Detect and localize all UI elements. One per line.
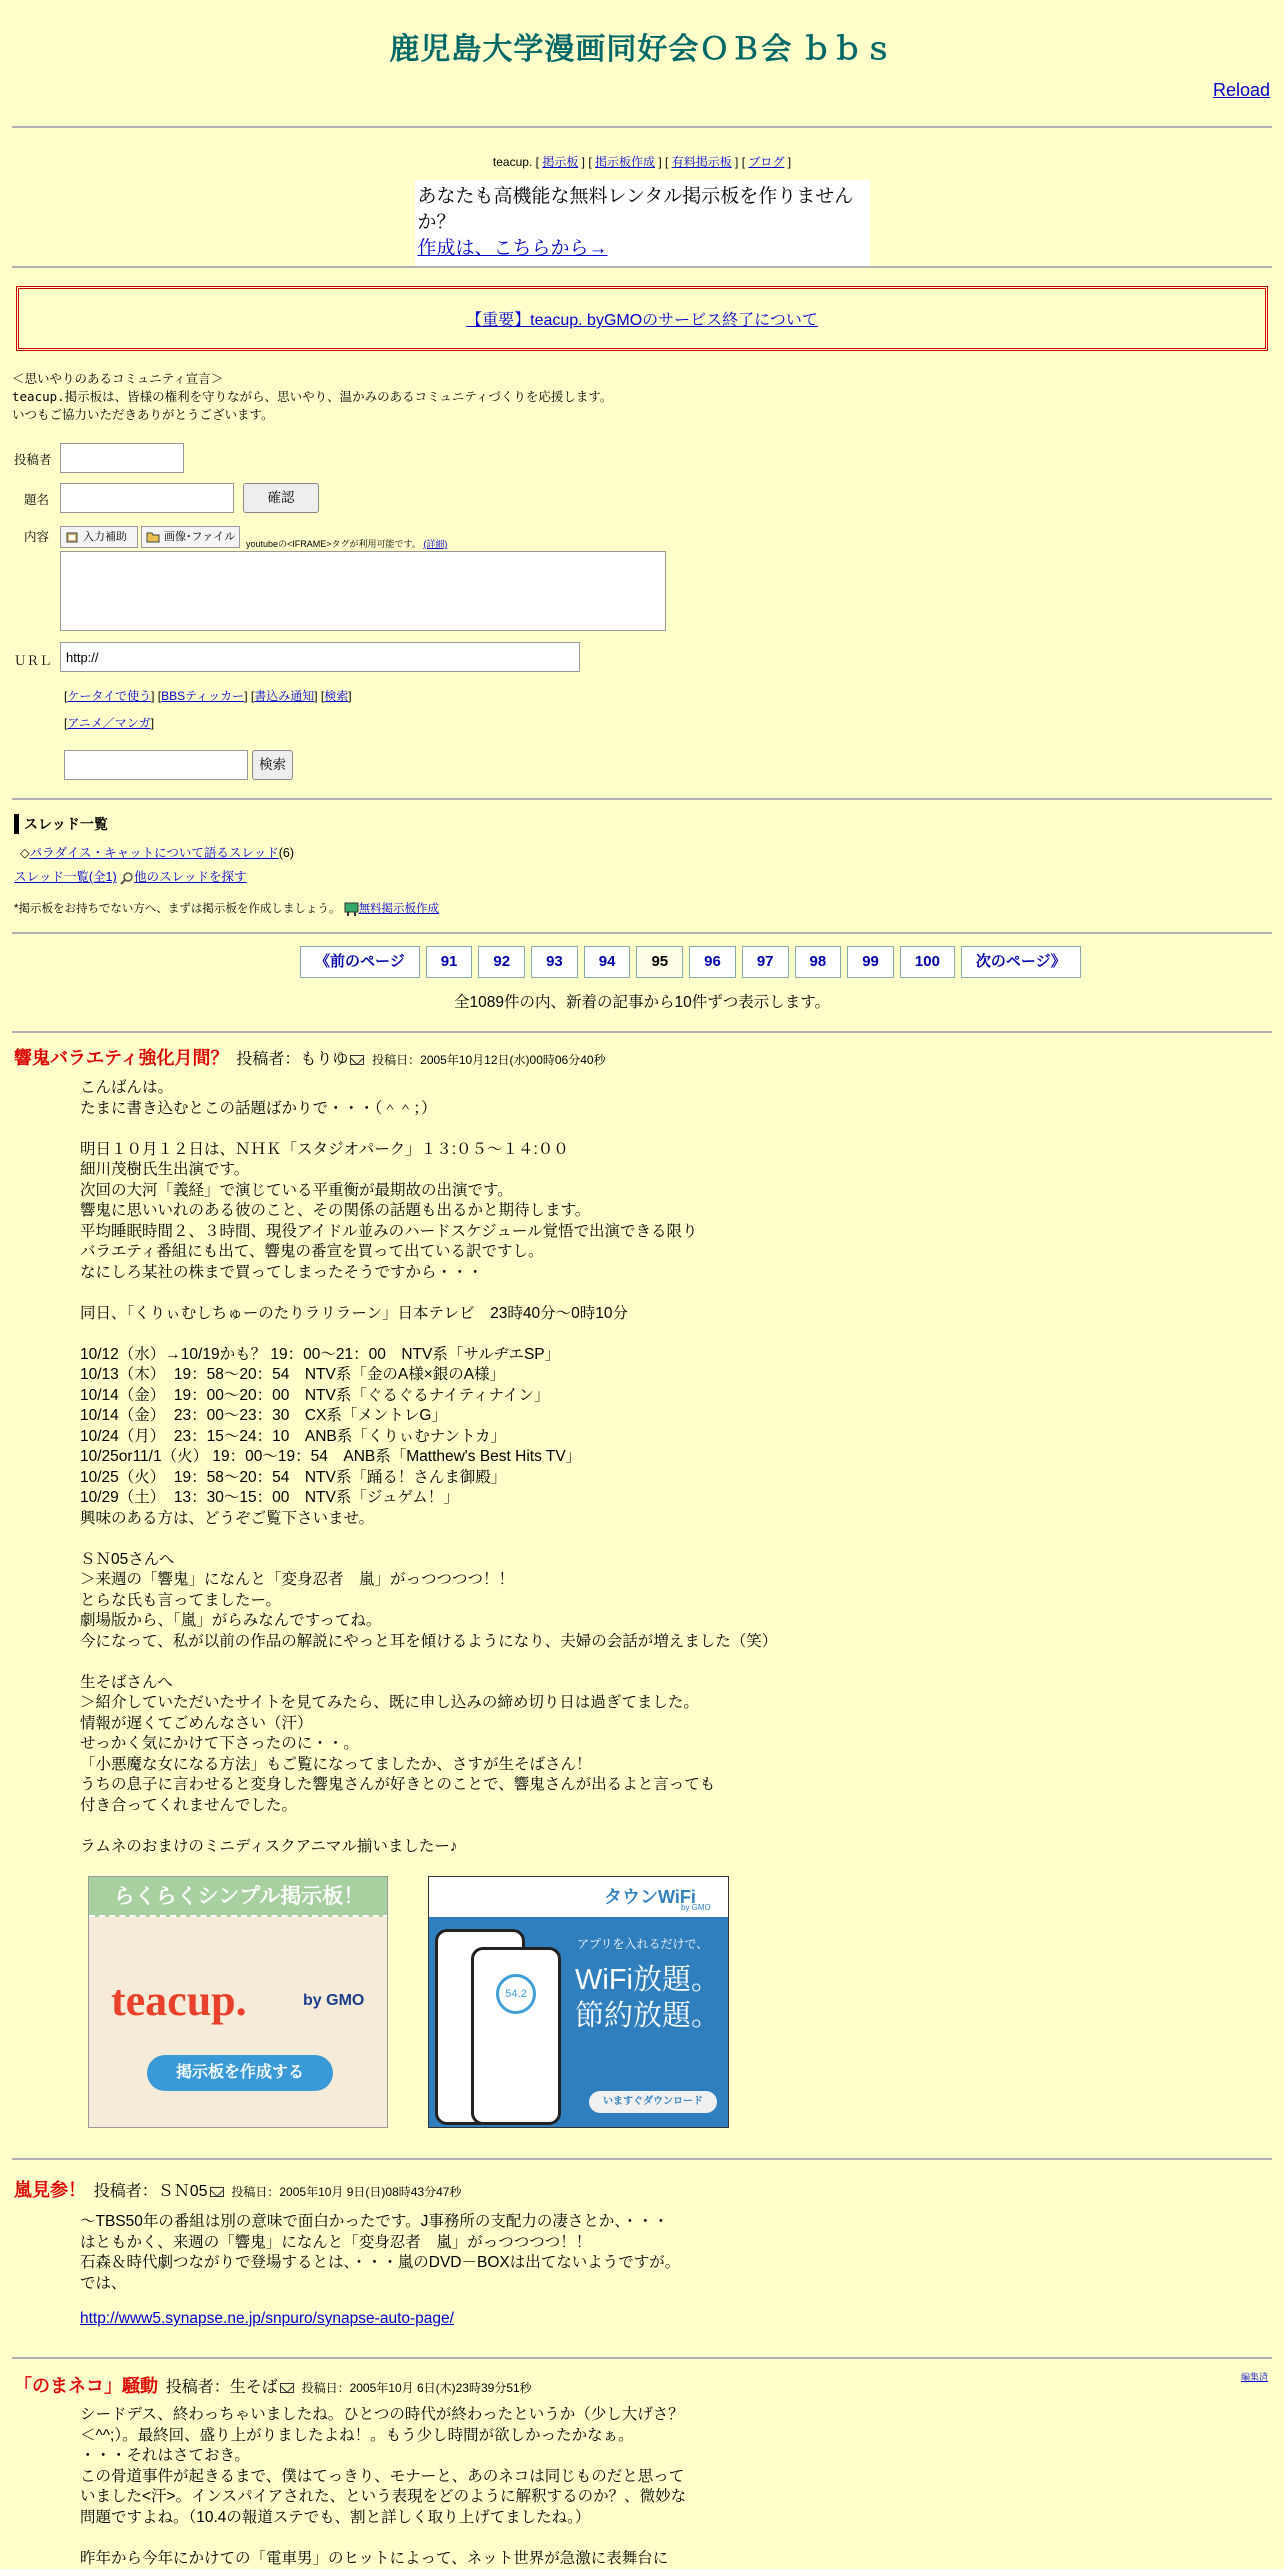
- post-header: [14, 1044, 606, 1070]
- youtube-note: [246, 537, 447, 550]
- thread-link[interactable]: パラダイス・キャットについて語るスレッド: [29, 846, 279, 860]
- page-95-current: 95: [636, 946, 683, 978]
- phone-image-front: [471, 1947, 561, 2125]
- phone-gauge: 54.2: [496, 1974, 536, 2014]
- find-threads-link[interactable]: 他のスレッドを探す: [134, 870, 247, 884]
- nav-link-paid[interactable]: 有料掲示板: [671, 155, 732, 169]
- details-link[interactable]: (詳細): [423, 539, 448, 549]
- page-93[interactable]: 93: [531, 946, 578, 978]
- community-manifest: [0, 356, 612, 424]
- divider: [12, 1031, 1272, 1033]
- post-url-link[interactable]: http://www5.synapse.ne.jp/snpuro/synapse-auto-page/: [80, 2310, 454, 2327]
- all-threads-link[interactable]: スレッド一覧(全1): [14, 870, 117, 884]
- nav-link-create[interactable]: 掲示板作成: [595, 155, 656, 169]
- post-body: ～TBS50年の番組は別の意味で面白かったです。J事務所の支配力の凄さとか、・・・ はともかく、来週の「響鬼」になんと「変身忍者 嵐」がっつつつつ！！ 石森＆時代劇つながりで登場するとは、・・・嵐のDVD－BOXは出てないようですが。 では、: [80, 2213, 681, 2292]
- post-author: 投稿者：もりゆ: [236, 1051, 349, 1068]
- ad-brand-by: by GMO: [303, 1992, 365, 2009]
- post-date: 投稿日：2005年10月 9日(日)08時43分47秒: [231, 2185, 462, 2199]
- post-header: [14, 2176, 461, 2202]
- service-end-link[interactable]: 【重要】teacup. byGMOのサービス終了について: [466, 312, 818, 329]
- teacup-brand: teacup.: [492, 155, 533, 169]
- poster-label: 投稿者: [14, 453, 52, 467]
- next-page-button[interactable]: 次のページ》: [961, 946, 1081, 978]
- service-end-notice: [16, 286, 1268, 351]
- page-title: 鹿児島大学漫画同好会ＯＢ会 ｂｂｓ: [389, 33, 895, 66]
- page-99[interactable]: 99: [847, 946, 894, 978]
- create-bbs-link[interactable]: 無料掲示板作成: [358, 903, 440, 915]
- page-91[interactable]: 91: [426, 946, 473, 978]
- bbs-ticker-link[interactable]: BBSティッカー: [161, 689, 245, 703]
- create-bbs-note-text: *掲示板をお持ちでない方へ、まずは掲示板を作成しましょう。: [14, 903, 341, 915]
- thread-links: [14, 867, 247, 885]
- manifest-heading: ＜思いやりのあるコミュニティ宣言＞: [12, 371, 224, 386]
- mail-icon[interactable]: [210, 2187, 224, 2197]
- confirm-button[interactable]: 確認: [243, 483, 319, 513]
- page-94[interactable]: 94: [584, 946, 631, 978]
- input-assist-button[interactable]: [60, 526, 138, 548]
- post-date: 投稿日：2005年10月12日(水)00時06分40秒: [372, 1053, 606, 1067]
- townwifi-ad[interactable]: [428, 1876, 729, 2128]
- subject-input[interactable]: [60, 483, 234, 513]
- thread-item: [20, 843, 294, 861]
- promo-link[interactable]: 作成は、こちらから→: [417, 238, 608, 259]
- search-input[interactable]: [64, 750, 248, 780]
- url-input[interactable]: http://: [60, 642, 580, 672]
- post-title: 嵐見参！: [14, 2180, 86, 2200]
- post-body: シードデス、終わっちゃいましたね。ひとつの時代が終わったというか（少し大げさ？ ＜^^;）。最終回、盛り上がりましたよね！。もう少し時間が欲しかったかなぁ。 ・・・それはさておき。 この骨道事件が起きるまで、僕はてっきり、モナーと、あのネコは同じものだと思って いました<汗>。インスパイアされた、という表現をどのように解釈するのか？、微妙な 問題ですよね。（10.4の報道ステでも、割と詳しく取り上げてましたね。） 昨年から今年にかけての「電車男」のヒットによって、ネット世界が急激に表舞台に: [80, 2406, 687, 2567]
- poster-input[interactable]: [60, 443, 184, 473]
- ad-create-button[interactable]: 掲示板を作成する: [147, 2055, 333, 2091]
- pagination: [300, 946, 1081, 978]
- mail-icon[interactable]: [350, 1055, 364, 1065]
- pagination-summary: 全1089件の内、新着の記事から10件ずつ表示します。: [454, 994, 830, 1011]
- divider: [12, 932, 1272, 934]
- page-96[interactable]: 96: [689, 946, 736, 978]
- post-date: 投稿日：2005年10月 6日(木)23時39分51秒: [301, 2381, 532, 2395]
- divider: [12, 798, 1272, 800]
- promo-box: [415, 180, 870, 266]
- search-button[interactable]: 検索: [252, 750, 293, 780]
- post-title: 「のまネコ」騒動: [14, 2376, 158, 2396]
- create-bbs-note: [14, 900, 439, 916]
- input-assist-label: 入力補助: [83, 531, 127, 543]
- thread-count: (6): [278, 846, 295, 860]
- page-97[interactable]: 97: [742, 946, 789, 978]
- post-author: 投稿者：ＳＮ05: [93, 2183, 208, 2200]
- thread-list-heading: スレッド一覧: [14, 814, 108, 834]
- divider: [12, 266, 1272, 268]
- page-100[interactable]: 100: [900, 946, 955, 978]
- thread-bullet: ◇: [20, 846, 30, 860]
- image-file-label: 画像･ファイル: [164, 531, 236, 543]
- nav-link-bbs[interactable]: 掲示板: [542, 155, 579, 169]
- form-links-row2: [アニメ／マンガ]: [64, 716, 155, 730]
- ad2-download-button[interactable]: いますぐダウンロード: [589, 2091, 717, 2113]
- ad-brand: teacup.: [111, 1976, 247, 2025]
- post-title: 響鬼バラエティ強化月間？: [14, 1048, 229, 1068]
- magnifier-icon: [120, 871, 134, 885]
- ad2-line1: アプリを入れるだけで、: [577, 1937, 709, 1951]
- mail-icon[interactable]: [280, 2383, 294, 2393]
- ad2-brand: タウンWiFi: [604, 1887, 696, 1907]
- page-98[interactable]: 98: [795, 946, 842, 978]
- teacup-ad[interactable]: [88, 1876, 388, 2128]
- post-notify-link[interactable]: 書込み通知: [254, 689, 315, 703]
- ad-top-banner: らくらくシンプル掲示板！: [89, 1877, 388, 1917]
- youtube-note-text: youtubeの<IFRAME>タグが利用可能です。: [246, 539, 421, 549]
- divider: [12, 126, 1272, 128]
- search-link[interactable]: 検索: [324, 689, 349, 703]
- edited-link[interactable]: 編集済: [1240, 2372, 1268, 2382]
- form-links-row1: [ケータイで使う] [BBSティッカー] [書込み通知] [検索]: [64, 689, 352, 703]
- divider: [12, 2357, 1272, 2359]
- reload-link[interactable]: Reload: [1212, 80, 1270, 100]
- prev-page-button[interactable]: 《前のページ: [300, 946, 420, 978]
- ad2-brand-by: by GMO: [681, 1903, 711, 1912]
- teacup-nav: teacup. [ 掲示板 ] [ 掲示板作成 ] [ 有料掲示板 ] [ ブログ ] あなたも高機能な無料レンタル掲示板を作りませんか？ 作成は、こちらから→: [0, 139, 1284, 266]
- promo-text: あなたも高機能な無料レンタル掲示板を作りませんか？: [417, 186, 854, 233]
- page-92[interactable]: 92: [478, 946, 525, 978]
- ad2-line2: WiFi放題。: [575, 1964, 720, 1996]
- manifest-line: いつもご協力いただきありがとうございます。: [12, 407, 274, 422]
- ad2-line3: 節約放題。: [575, 2000, 721, 2032]
- pencil-icon: [65, 530, 79, 544]
- content-textarea[interactable]: [60, 551, 666, 631]
- post-author: 投稿者：生そば: [165, 2379, 278, 2396]
- url-label: ＵＲＬ: [14, 654, 52, 668]
- anime-manga-link[interactable]: アニメ／マンガ: [67, 716, 151, 730]
- bbs-icon: [344, 902, 359, 916]
- image-file-button[interactable]: [141, 526, 240, 548]
- mobile-link[interactable]: ケータイで使う: [67, 689, 152, 703]
- folder-icon: [146, 530, 160, 544]
- content-label: 内容: [24, 530, 50, 544]
- manifest-line: teacup.掲示板は、皆様の権利を守りながら、思いやり、温かみのあるコミュニティづくりを応援します。: [12, 389, 613, 404]
- divider: [12, 2158, 1272, 2160]
- post-header: [14, 2372, 532, 2398]
- post-body: こんばんは。 たまに書き込むとこの話題ばかりで・・・（＾＾；） 明日１０月１２日は、ＮＨＫ「スタジオパーク」１３:０５～１４:００ 細川茂樹氏生出演です。 次回の大河「義経」で演じている平重衡が最期故の出演です。 響鬼に思いいれのある彼のこと、その関係の話題も出るかと期待します。 平均睡眠時間２、３時間、現役アイドル並みのハードスケジュール覚悟で出演できる限り バラエティ番組にも出て、響鬼の番宣を買って出ている訳ですし。 なにしろ某社の株まで買ってしまったそうですから・・・ 同日、「くりぃむしちゅーのたりラリラーン」日本テレビ 23時40分～0時10分 10/12（水）→10/19かも？ 19：00～21：00 NTV系「サルヂエSP」 10/13（木） 19：58～20：54 NTV系「金のA様×銀のA様」 10/14（金） 19：00～20：00 NTV系「ぐるぐるナイティナイン」 10/14（金） 23：00～23：30 CX系「メントレG」 10/24（月） 23：15～24：10 ANB系「くりぃむナントカ」 10/25or11/1（火） 19：00～19：54 ANB系「Matthew's Best Hits TV」 10/25（火） 19：58～20：54 NTV系「踊る！さんま御殿」 10/29（土） 13：30～15：00 NTV系「ジュゲム！」 興味のある方は、どうぞご覧下さいませ。 ＳＮ05さんへ ＞来週の「響鬼」になんと「変身忍者 嵐」がっつつつつ！！ とらな氏も言ってましたー。 劇場版から、「嵐」がらみなんですってね。 今になって、私が以前の作品の解説にやっと耳を傾けるようになり、夫婦の会話が増えました（笑） 生そばさんへ ＞紹介していただいたサイトを見てみたら、既に申し込みの締め切り日は過ぎてました。 情報が遅くてごめんなさい（汗） せっかく気にかけて下さったのに・・。 「小悪魔な女になる方法」もご覧になってましたか、さすが生そばさん！ うちの息子に言わせると変身した響鬼さんが好きとのことで、響鬼さんが出るよと言っても 付き合ってくれませんでした。 ラムネのおまけのミニディスクアニマル揃いましたー♪: [80, 1079, 778, 1855]
- nav-link-blog[interactable]: ブログ: [748, 155, 785, 169]
- subject-label: 題名: [24, 493, 50, 507]
